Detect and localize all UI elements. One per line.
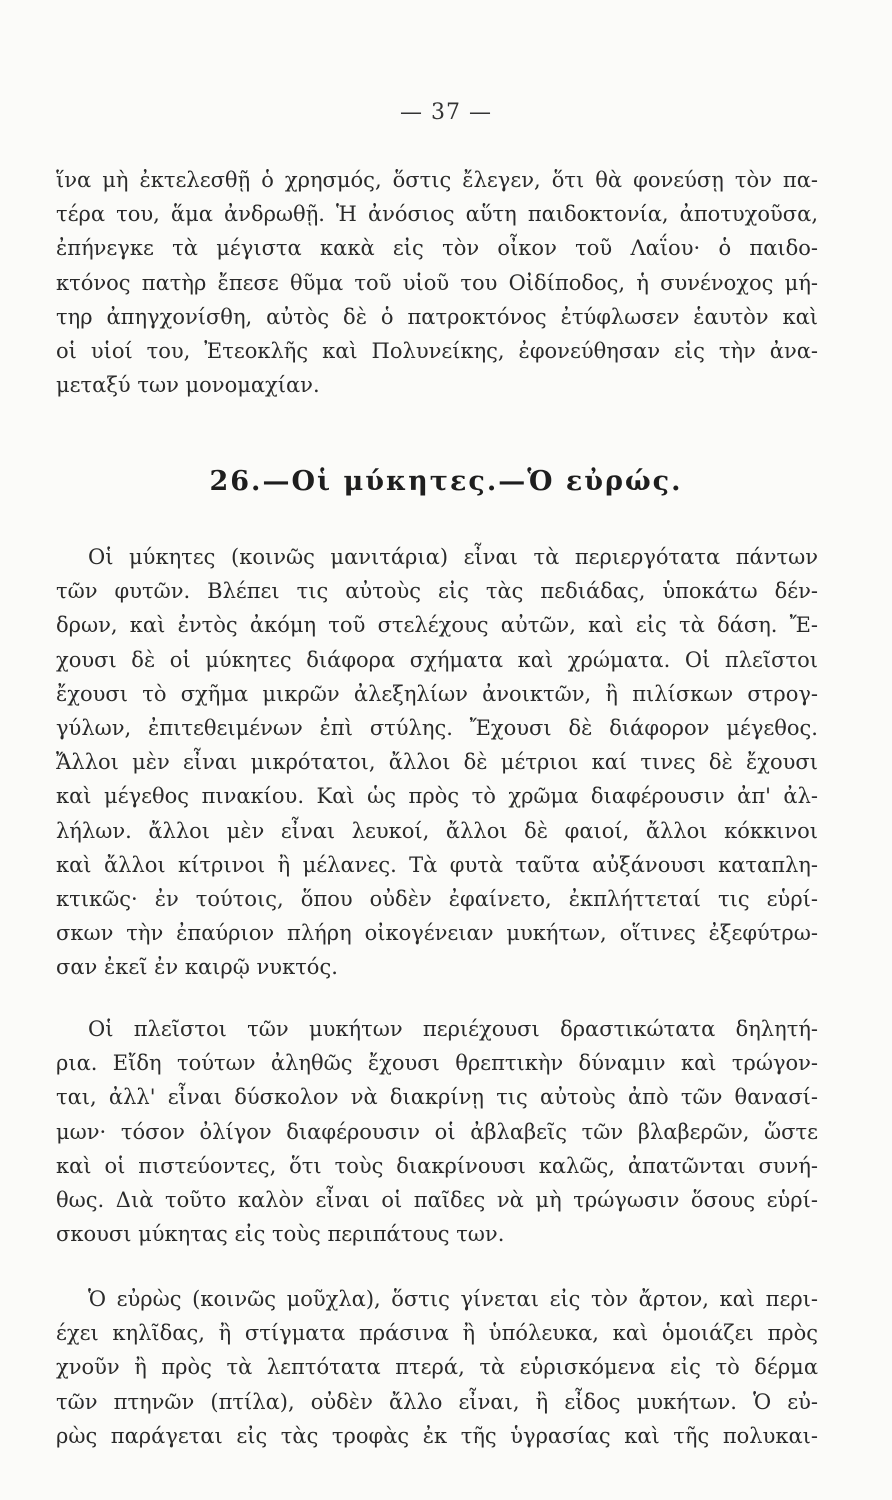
- text-line: κτόνος πατὴρ ἔπεσε θῦμα τοῦ υἱοῦ του Οἰδίποδος, ἡ συνένοχος μή-: [56, 270, 818, 295]
- text-line: τῶν πτηνῶν (πτίλα), οὐδὲν ἄλλο εἶναι, ἢ εἶδος μυκήτων. Ὁ εὐ-: [56, 1389, 818, 1414]
- section-heading: 26.—Οἱ μύκητες.—Ὁ εὐρώς.: [209, 466, 683, 497]
- text-line: ἔχουσι τὸ σχῆμα μικρῶν ἀλεξηλίων ἀνοικτῶν, ἢ πιλίσκων στρογ-: [56, 681, 818, 706]
- text-line: χουσι δὲ οἱ μύκητες διάφορα σχήματα καὶ χρώματα. Οἱ πλεῖστοι: [56, 647, 818, 672]
- text-line: μεταξύ των μονομαχίαν.: [56, 373, 320, 398]
- paragraph-mushroom-poisons: [56, 1012, 818, 1251]
- text-line: Ἄλλοι μὲν εἶναι μικρότατοι, ἄλλοι δὲ μέτριοι καί τινες δὲ ἔχουσι: [56, 750, 818, 775]
- paragraph-oedipus-ending: [56, 163, 818, 402]
- text-line: σκουσι μύκητας εἰς τοὺς περιπάτους των.: [56, 1222, 505, 1247]
- text-line: Ὁ εὐρὼς (κοινῶς μοῦχλα), ὅστις γίνεται εἰς τὸν ἄρτον, καὶ περι-: [88, 1287, 818, 1311]
- text-line: σαν ἐκεῖ ἐν καιρῷ νυκτός.: [56, 955, 338, 980]
- text-line: καὶ οἱ πιστεύοντες, ὅτι τοὺς διακρίνουσι καλῶς, ἀπατῶνται συνή-: [56, 1153, 818, 1178]
- text-line: δρων, καὶ ἐντὸς ἀκόμη τοῦ στελέχους αὐτῶν, καὶ εἰς τὰ δάση. Ἔ-: [56, 613, 818, 638]
- text-line: οἱ υἱοί του, Ἐτεοκλῆς καὶ Πολυνείκης, ἐφονεύθησαν εἰς τὴν ἀνα-: [56, 338, 818, 363]
- paragraph-mold: [56, 1282, 818, 1453]
- text-line: τῶν φυτῶν. Βλέπει τις αὐτοὺς εἰς τὰς πεδιάδας, ὑποκάτω δέν-: [56, 579, 818, 604]
- text-line: χνοῦν ἢ πρὸς τὰ λεπτότατα πτερά, τὰ εὑρισκόμενα εἰς τὸ δέρμα: [56, 1355, 818, 1380]
- text-line: καὶ μέγεθος πινακίου. Καὶ ὡς πρὸς τὸ χρῶμα διαφέρουσιν ἀπ' ἀλ-: [56, 784, 818, 809]
- text-line: κτικῶς· ἐν τούτοις, ὅπου οὐδὲν ἐφαίνετο, ἐκπλήττεταί τις εὑρί-: [56, 886, 818, 911]
- text-line: Οἱ πλεῖστοι τῶν μυκήτων περιέχουσι δραστικώτατα δηλητή-: [88, 1017, 818, 1041]
- text-line: ἵνα μὴ ἐκτελεσθῇ ὁ χρησμός, ὅστις ἔλεγεν, ὅτι θὰ φονεύσῃ τὸν πα-: [56, 168, 818, 192]
- text-line: Οἱ μύκητες (κοινῶς μανιτάρια) εἶναι τὰ περιεργότατα πάντων: [88, 545, 818, 569]
- text-line: σκων τὴν ἐπαύριον πλήρη οἰκογένειαν μυκήτων, οἵτινες ἐξεφύτρω-: [56, 921, 818, 946]
- page-number: — 37 —: [400, 100, 492, 125]
- text-line: μων· τόσον ὀλίγον διαφέρουσιν οἱ ἀβλαβεῖς τῶν βλαβερῶν, ὥστε: [56, 1119, 818, 1144]
- text-line: γύλων, ἐπιτεθειμένων ἐπὶ στύλης. Ἔχουσι δὲ διάφορον μέγεθος.: [56, 715, 818, 740]
- text-line: ἐπήνεγκε τὰ μέγιστα κακὰ εἰς τὸν οἶκον τοῦ Λαΐου· ὁ παιδο-: [56, 236, 818, 261]
- paragraph-mushrooms-intro: [56, 540, 818, 984]
- text-line: τηρ ἀπηγχονίσθη, αὐτὸς δὲ ὁ πατροκτόνος ἐτύφλωσεν ἑαυτὸν καὶ: [56, 304, 818, 329]
- text-line: ρὼς παράγεται εἰς τὰς τροφὰς ἐκ τῆς ὑγρασίας καὶ τῆς πολυκαι-: [56, 1423, 818, 1448]
- text-line: θως. Διὰ τοῦτο καλὸν εἶναι οἱ παῖδες νὰ μὴ τρώγωσιν ὅσους εὑρί-: [56, 1187, 818, 1212]
- text-line: έχει κηλῖδας, ἢ στίγματα πράσινα ἢ ὑπόλευκα, καὶ ὁμοιάζει πρὸς: [56, 1321, 818, 1346]
- text-line: λήλων. ἄλλοι μὲν εἶναι λευκοί, ἄλλοι δὲ φαιοί, ἄλλοι κόκκινοι: [56, 818, 818, 843]
- text-line: καὶ ἄλλοι κίτρινοι ἢ μέλανες. Τὰ φυτὰ ταῦτα αὐξάνουσι καταπλη-: [56, 852, 818, 877]
- text-line: ται, ἀλλ' εἶναι δύσκολον νὰ διακρίνῃ τις αὐτοὺς ἀπὸ τῶν θανασί-: [56, 1085, 818, 1110]
- text-line: ρια. Εἴδη τούτων ἀληθῶς ἔχουσι θρεπτικὴν δύναμιν καὶ τρώγον-: [56, 1051, 818, 1076]
- text-line: τέρα του, ἅμα ἀνδρωθῇ. Ἡ ἀνόσιος αὕτη παιδοκτονία, ἀποτυχοῦσα,: [56, 202, 818, 227]
